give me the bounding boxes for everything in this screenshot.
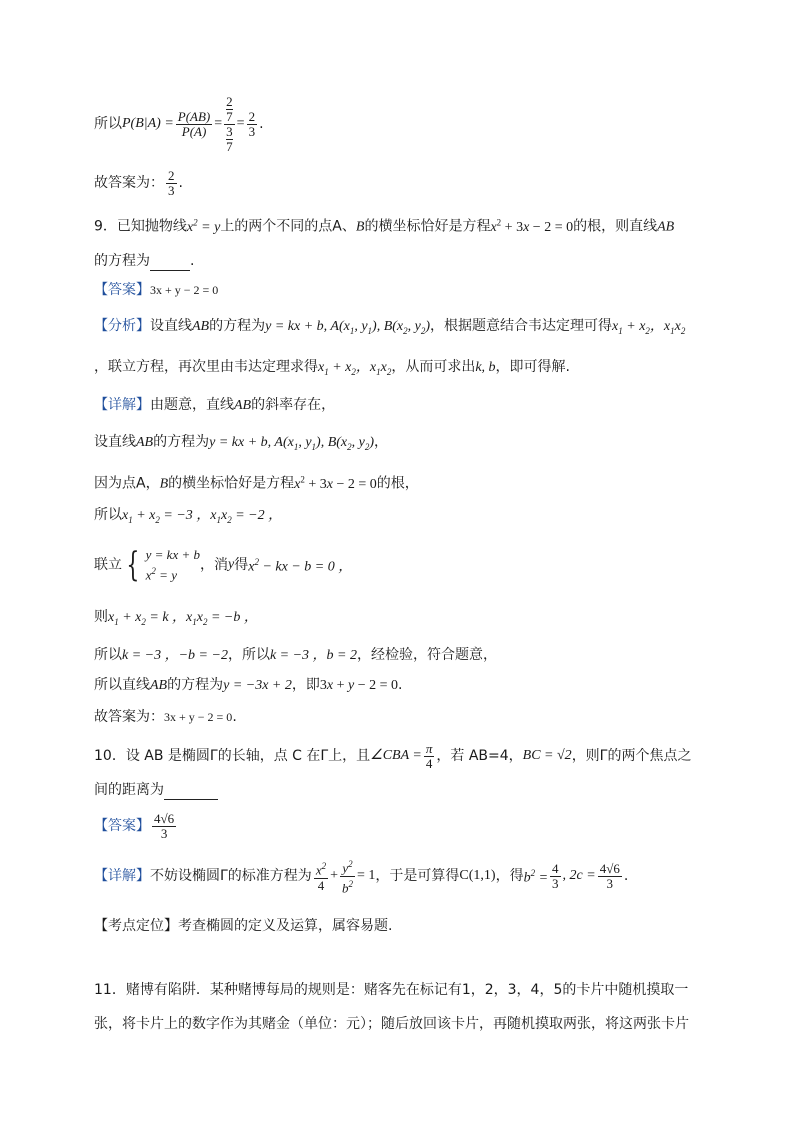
math-vieta-k: $x_1 + x_2 = k$ ，$x_1x_2 = -b$ ， [108,610,258,627]
text: 设直线 [150,318,192,334]
math-line-eq: y = kx + b, $A(x_1$, $y_1$), $B(x_2$, $y_2$) [265,319,431,336]
math-b: B [355,219,365,235]
fraction-answer [152,812,176,841]
fraction-x2-over-4 [314,859,328,892]
q9-detail-line9 [94,707,237,727]
q10-stem-line1 [94,736,692,776]
text: 张，将卡片上的数字作为其赌金（单位：元）；随后放回该卡片，再随机摸取两张，将这两张卡片 [94,1016,689,1032]
math-equation: $x^2 + 3x - 2 = 0$ [294,474,377,492]
plus: + [330,868,338,883]
numerator: 2 [168,167,175,183]
math-angle: ∠CBA = [370,748,422,763]
numerator: π [425,740,433,756]
denominator: $b^2$ [342,878,353,895]
equals-one: = 1 [357,868,376,883]
text: 因为点A， [94,475,160,492]
math-ab: AB [136,435,154,450]
text: 则 [94,609,108,625]
text: 的方程为 [209,318,266,334]
q10-answer [94,806,178,846]
period: . [178,175,183,191]
q9-analysis-line1 [94,316,685,341]
analysis-tag: 【分析】 [94,318,150,334]
eq-row-2: $x^2 = y$ [145,566,177,583]
text: 9．已知抛物线 [94,218,187,235]
detail-tag: 【详解】 [94,397,150,413]
denominator: 3 [248,123,256,139]
text: ，联立方程，再次里由韦达定理求得 [94,359,318,375]
math-line-eq: y = kx + b, $A(x_1$, $y_1$), $B(x_2$, $y_2$) [209,435,375,452]
text: 设直线 [94,434,136,450]
text: 所以 [94,116,122,132]
numerator: $x^2$ [315,861,327,878]
math-ab: AB [150,678,168,693]
equals: = [214,116,223,131]
system-of-equations [122,546,200,583]
text: ，于是可算得 [375,868,460,884]
numerator: 4√6 [154,810,175,826]
denominator: 3 [168,182,175,198]
math-result: y = −3x + 2 [223,678,292,693]
numerator: 4√6 [599,860,620,876]
denominator: 4 [317,877,325,893]
text: 的横坐标恰好是方程 [364,218,491,235]
fraction-y2-over-b2 [340,857,355,895]
math-k-b-eq: k = −3 ，−b = −2 [122,648,228,663]
text: 不妨设椭圆Γ的标准方程为 [150,868,312,884]
q10-key-point [94,916,392,936]
q9-answer [94,280,218,300]
math-2c: , 2c = [562,868,596,883]
equals: = [236,116,245,131]
text: ，即 [291,677,320,693]
text: 故答案为： [94,709,164,725]
q11-line1 [94,980,688,1000]
fraction-two-thirds [247,110,258,139]
text: 由题意，直线 [150,397,234,413]
text: ，经检验，符合题意， [357,647,498,663]
text: ，得 [495,868,524,884]
text: 的横坐标恰好是方程 [168,475,295,492]
answer-value: 3x + y − 2 = 0 [150,283,219,297]
fraction-pi-over-4 [424,742,435,771]
denominator: 3 [160,825,168,841]
text: ，从而可求出 [391,359,476,375]
inner-num: 2 [226,93,233,109]
math-ab: AB [192,319,210,334]
text: 所以直线 [94,677,150,693]
math-vieta: $x_1 + x_2 = -3$ ，$x_1x_2 = -2$ ， [122,508,283,525]
answer-blank [150,256,190,271]
inner-num: 3 [226,123,233,139]
q9-stem-line2 [94,251,194,271]
text: 11．赌博有陷阱．某种赌博每局的规则是：赌客先在标记有1，2，3，4，5的卡片中随机摸取一 [94,982,689,998]
text: 间的距离为 [94,782,164,798]
text: 的方程为 [167,677,224,693]
inner-den: 7 [226,138,233,154]
math-point-c: C(1,1) [459,868,496,883]
period: . [623,868,629,884]
math-b2: $b^2$ = [523,868,549,886]
denominator: P(A) [181,123,207,139]
text: 上的两个不同的点A、 [220,218,356,235]
q9-detail-line5 [94,545,352,585]
text: ，所以 [227,647,270,663]
answer-value: 3x + y − 2 = 0 [164,710,233,724]
math-sum-prod: $x_1 + x_2$，$x_1x_2$ [318,360,392,377]
math-b: B [159,476,169,492]
inner-den: 7 [226,108,233,124]
answer-tag: 【答案】 [94,282,150,298]
fraction-pab-pa [176,110,212,139]
q9-detail-line7 [94,645,497,666]
q9-detail-line2 [94,432,388,457]
text: 所以 [94,647,122,663]
text: 10．设 AB 是椭圆Γ的长轴，点 C 在Γ上，且 [94,748,371,764]
fraction-compound [224,95,235,154]
period: . [190,253,195,269]
eq-row-1: y = kx + b [145,547,200,563]
numerator [224,95,235,125]
comma: ， [374,434,389,450]
math-bc: BC = √2 [522,748,572,763]
q10-stem-line2 [94,780,218,800]
period: . [232,709,237,725]
q9-analysis-line2 [94,357,570,382]
q11-line2 [94,1014,689,1034]
math-p-b-given-a: P(B|A) = [122,116,174,131]
q9-detail-line1 [94,395,335,416]
denominator: 4 [425,755,433,771]
line-answer-2-3 [94,166,183,200]
period: . [398,677,403,693]
text: 的根， [376,475,419,492]
line-conditional-probability [94,93,264,154]
denominator: 3 [606,875,614,891]
math-parabola: $x^2 = y$ [186,217,221,235]
detail-tag: 【详解】 [94,868,150,884]
numerator: P(AB) [177,108,211,124]
math-ab: AB [234,398,252,413]
q10-detail [94,856,628,896]
text: ，则Γ的两个焦点之 [571,748,692,764]
denominator: 3 [552,875,559,891]
period: . [259,116,264,132]
numerator: $y^2$ [342,859,353,876]
text: 的方程为 [94,253,150,269]
math-final: 3x + y − 2 = 0 [319,678,399,693]
fraction-answer [166,169,177,198]
answer-tag: 【答案】 [94,818,150,834]
fraction-4-3 [550,862,561,891]
text: 的根，则直线 [573,218,658,235]
denominator [224,125,235,154]
q9-detail-line6 [94,607,258,632]
math-y: y [228,557,235,572]
text: 的方程为 [153,434,210,450]
text: 的斜率存在， [251,397,336,413]
text: 故答案为： [94,175,164,191]
math-sum-prod: $x_1 + x_2$，$x_1x_2$ [612,319,686,336]
text: ，根据题意结合韦达定理可得 [430,318,613,334]
text: 【考点定位】考查椭圆的定义及运算，属容易题. [94,918,393,934]
text: 得 [234,557,249,573]
text: 所以 [94,507,122,523]
text: ，即可得解. [495,359,570,375]
numerator: 4 [552,860,559,876]
equation-rows [146,546,200,583]
text: 联立 [94,557,122,573]
q9-detail-line3 [94,469,419,495]
q9-detail-line8 [94,675,402,696]
q9-stem-line1 [94,212,674,238]
answer-blank [164,785,218,800]
left-brace: { [126,544,140,585]
fraction-4root6-3 [598,862,622,891]
q9-detail-line4 [94,505,282,530]
math-ab: AB [657,219,675,235]
math-k-b-values: k = −3 ，b = 2 [269,648,358,663]
text: ，若 AB=4， [436,748,523,764]
math-equation: $x^2 + 3x - 2 = 0$ [490,217,574,235]
math-quadratic: $x^2$ − kx − b = 0 ， [248,557,353,575]
numerator: 2 [248,108,256,124]
text: ，消 [200,557,228,573]
math-kb: k, b [475,360,496,375]
